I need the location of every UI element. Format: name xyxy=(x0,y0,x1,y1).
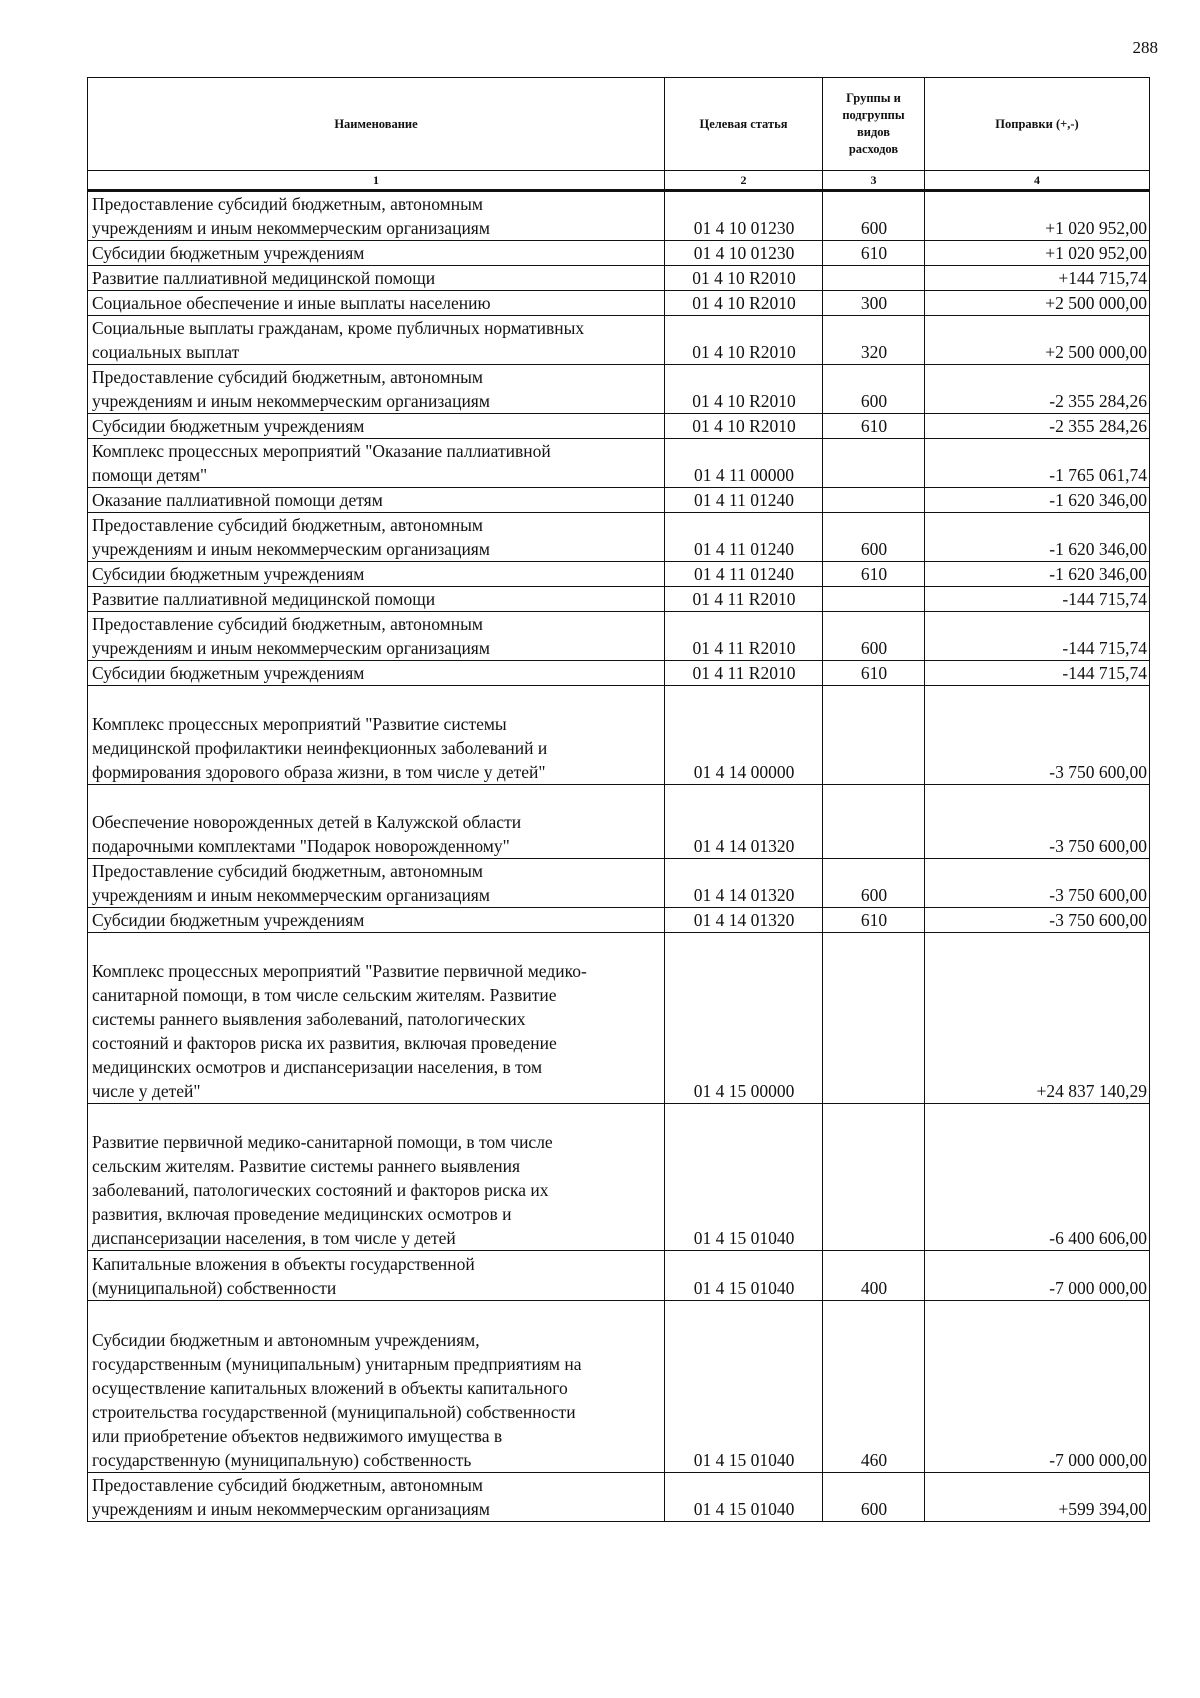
row-name: Предоставление субсидий бюджетным, автономным учреждениям и иным некоммерческим организациям xyxy=(88,365,665,414)
table-row xyxy=(88,439,1150,488)
row-name: Развитие паллиативной медицинской помощи xyxy=(88,587,665,612)
row-amendment: +599 394,00 xyxy=(925,1473,1150,1522)
table-row xyxy=(88,785,1150,859)
row-target-article: 01 4 15 01040 xyxy=(665,1301,823,1473)
column-number-2: 2 xyxy=(665,171,823,191)
row-amendment: -7 000 000,00 xyxy=(925,1301,1150,1473)
row-target-article: 01 4 10 R2010 xyxy=(665,316,823,365)
row-name: Субсидии бюджетным учреждениям xyxy=(88,908,665,933)
row-expense-group: 460 xyxy=(823,1301,925,1473)
row-amendment: -3 750 600,00 xyxy=(925,908,1150,933)
row-name: Социальные выплаты гражданам, кроме публичных нормативных социальных выплат xyxy=(88,316,665,365)
row-amendment: +1 020 952,00 xyxy=(925,241,1150,266)
row-expense-group: 610 xyxy=(823,562,925,587)
column-number-4: 4 xyxy=(925,171,1150,191)
table-body xyxy=(88,191,1150,1522)
header-name: Наименование xyxy=(88,78,665,171)
table-row xyxy=(88,1473,1150,1522)
header-row xyxy=(88,78,1150,171)
row-amendment: -144 715,74 xyxy=(925,587,1150,612)
row-target-article: 01 4 11 00000 xyxy=(665,439,823,488)
row-amendment: -144 715,74 xyxy=(925,661,1150,686)
row-expense-group: 610 xyxy=(823,414,925,439)
row-name: Предоставление субсидий бюджетным, автономным учреждениям и иным некоммерческим организациям xyxy=(88,1473,665,1522)
row-target-article: 01 4 15 00000 xyxy=(665,933,823,1104)
row-name: Предоставление субсидий бюджетным, автономным учреждениям и иным некоммерческим организациям xyxy=(88,513,665,562)
page-number: 288 xyxy=(1132,38,1158,57)
row-name: Развитие паллиативной медицинской помощи xyxy=(88,266,665,291)
row-target-article: 01 4 14 01320 xyxy=(665,859,823,908)
row-name: Развитие первичной медико-санитарной помощи, в том числе сельским жителям. Развитие системы раннего выявления заболеваний, патологических состояний и факторов риска их развития, включая проведение медицинских осмотров и диспансеризации населения, в том числе у детей xyxy=(88,1104,665,1251)
table-row xyxy=(88,291,1150,316)
row-expense-group: 320 xyxy=(823,316,925,365)
table-row xyxy=(88,686,1150,785)
row-expense-group xyxy=(823,488,925,513)
row-expense-group: 600 xyxy=(823,191,925,241)
table-row xyxy=(88,241,1150,266)
row-expense-group: 600 xyxy=(823,859,925,908)
table-row xyxy=(88,365,1150,414)
row-amendment: -1 620 346,00 xyxy=(925,562,1150,587)
row-target-article: 01 4 10 R2010 xyxy=(665,414,823,439)
row-name: Комплекс процессных мероприятий "Развитие первичной медико- санитарной помощи, в том числе сельским жителям. Развитие системы раннего выявления заболеваний, патологических состояний и факторов риска их развития, включая проведение медицинских осмотров и диспансеризации населения, в том числе у детей" xyxy=(88,933,665,1104)
row-target-article: 01 4 10 R2010 xyxy=(665,291,823,316)
row-expense-group: 610 xyxy=(823,241,925,266)
row-name: Комплекс процессных мероприятий "Развитие системы медицинской профилактики неинфекционных заболеваний и формирования здорового образа жизни, в том числе у детей" xyxy=(88,686,665,785)
column-number-3: 3 xyxy=(823,171,925,191)
row-amendment: -1 620 346,00 xyxy=(925,488,1150,513)
row-target-article: 01 4 14 01320 xyxy=(665,908,823,933)
row-amendment: -144 715,74 xyxy=(925,612,1150,661)
row-expense-group xyxy=(823,933,925,1104)
table-row xyxy=(88,908,1150,933)
row-target-article: 01 4 10 01230 xyxy=(665,241,823,266)
row-amendment: -1 765 061,74 xyxy=(925,439,1150,488)
row-expense-group xyxy=(823,587,925,612)
table-row xyxy=(88,1104,1150,1251)
header-expense-groups: Группы и подгруппы видов расходов xyxy=(823,78,925,171)
row-target-article: 01 4 11 R2010 xyxy=(665,587,823,612)
table-row xyxy=(88,661,1150,686)
row-expense-group xyxy=(823,785,925,859)
row-name: Предоставление субсидий бюджетным, автономным учреждениям и иным некоммерческим организациям xyxy=(88,612,665,661)
row-amendment: -3 750 600,00 xyxy=(925,686,1150,785)
row-target-article: 01 4 14 00000 xyxy=(665,686,823,785)
row-expense-group xyxy=(823,266,925,291)
table-row xyxy=(88,933,1150,1104)
row-name: Предоставление субсидий бюджетным, автономным учреждениям и иным некоммерческим организациям xyxy=(88,191,665,241)
row-target-article: 01 4 15 01040 xyxy=(665,1251,823,1301)
table-row xyxy=(88,612,1150,661)
header-amendments: Поправки (+,-) xyxy=(925,78,1150,171)
row-expense-group xyxy=(823,686,925,785)
table-row xyxy=(88,488,1150,513)
row-name: Субсидии бюджетным учреждениям xyxy=(88,661,665,686)
row-name: Субсидии бюджетным учреждениям xyxy=(88,414,665,439)
row-expense-group: 610 xyxy=(823,661,925,686)
row-amendment: -2 355 284,26 xyxy=(925,365,1150,414)
table-row xyxy=(88,1251,1150,1301)
row-name: Социальное обеспечение и иные выплаты населению xyxy=(88,291,665,316)
row-expense-group: 600 xyxy=(823,365,925,414)
row-amendment: -2 355 284,26 xyxy=(925,414,1150,439)
table-row xyxy=(88,587,1150,612)
row-target-article: 01 4 11 01240 xyxy=(665,488,823,513)
table-row xyxy=(88,513,1150,562)
row-name: Субсидии бюджетным учреждениям xyxy=(88,241,665,266)
row-expense-group: 600 xyxy=(823,1473,925,1522)
table-row xyxy=(88,859,1150,908)
row-target-article: 01 4 10 R2010 xyxy=(665,365,823,414)
table-row xyxy=(88,266,1150,291)
row-target-article: 01 4 14 01320 xyxy=(665,785,823,859)
row-target-article: 01 4 15 01040 xyxy=(665,1104,823,1251)
header-target-article: Целевая статья xyxy=(665,78,823,171)
row-name: Капитальные вложения в объекты государственной (муниципальной) собственности xyxy=(88,1251,665,1301)
row-amendment: +144 715,74 xyxy=(925,266,1150,291)
row-amendment: +2 500 000,00 xyxy=(925,316,1150,365)
row-amendment: +1 020 952,00 xyxy=(925,191,1150,241)
table-row xyxy=(88,1301,1150,1473)
row-amendment: +2 500 000,00 xyxy=(925,291,1150,316)
row-target-article: 01 4 11 01240 xyxy=(665,513,823,562)
column-number-1: 1 xyxy=(88,171,665,191)
row-expense-group: 300 xyxy=(823,291,925,316)
row-amendment: -3 750 600,00 xyxy=(925,785,1150,859)
table-row xyxy=(88,191,1150,241)
row-expense-group: 600 xyxy=(823,612,925,661)
row-expense-group xyxy=(823,439,925,488)
row-target-article: 01 4 11 R2010 xyxy=(665,661,823,686)
row-target-article: 01 4 10 01230 xyxy=(665,191,823,241)
row-name: Оказание паллиативной помощи детям xyxy=(88,488,665,513)
row-target-article: 01 4 11 01240 xyxy=(665,562,823,587)
row-name: Субсидии бюджетным учреждениям xyxy=(88,562,665,587)
row-target-article: 01 4 15 01040 xyxy=(665,1473,823,1522)
row-name: Комплекс процессных мероприятий "Оказание паллиативной помощи детям" xyxy=(88,439,665,488)
row-name: Субсидии бюджетным и автономным учреждениям, государственным (муниципальным) унитарным предприятиям на осуществление капитальных вложений в объекты капитального строительства государственной (муниципальной) собственности или приобретение объектов недвижимого имущества в государственную (муниципальную) собственность xyxy=(88,1301,665,1473)
row-amendment: -1 620 346,00 xyxy=(925,513,1150,562)
row-expense-group: 600 xyxy=(823,513,925,562)
row-amendment: +24 837 140,29 xyxy=(925,933,1150,1104)
column-number-row xyxy=(88,171,1150,191)
row-name: Обеспечение новорожденных детей в Калужской области подарочными комплектами "Подарок новорожденному" xyxy=(88,785,665,859)
row-amendment: -6 400 606,00 xyxy=(925,1104,1150,1251)
row-target-article: 01 4 11 R2010 xyxy=(665,612,823,661)
row-amendment: -3 750 600,00 xyxy=(925,859,1150,908)
row-name: Предоставление субсидий бюджетным, автономным учреждениям и иным некоммерческим организациям xyxy=(88,859,665,908)
row-amendment: -7 000 000,00 xyxy=(925,1251,1150,1301)
budget-amendments-table xyxy=(87,77,1150,1522)
row-target-article: 01 4 10 R2010 xyxy=(665,266,823,291)
row-expense-group xyxy=(823,1104,925,1251)
table-row xyxy=(88,562,1150,587)
row-expense-group: 400 xyxy=(823,1251,925,1301)
table-row xyxy=(88,414,1150,439)
row-expense-group: 610 xyxy=(823,908,925,933)
table-row xyxy=(88,316,1150,365)
